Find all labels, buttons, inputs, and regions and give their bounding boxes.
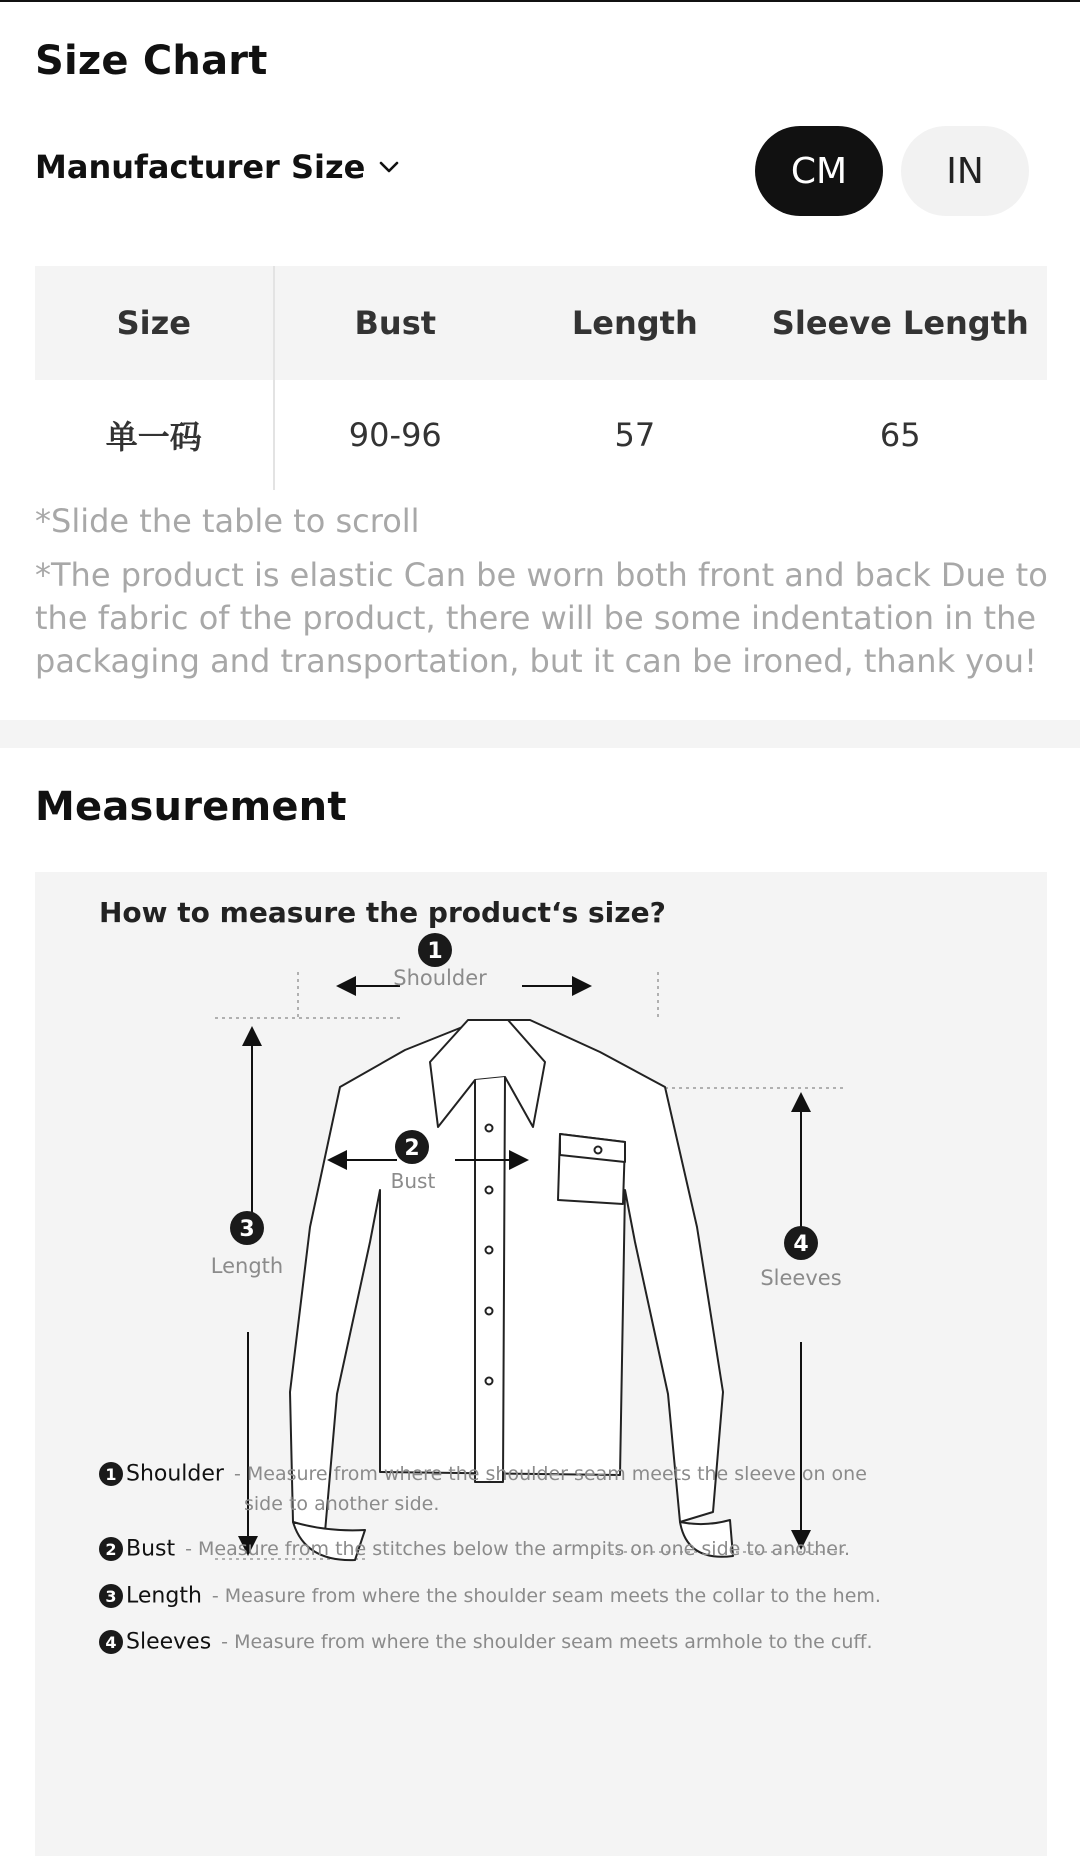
legend-desc-sleeves: - Measure from where the shoulder seam meets armhole to the cuff.	[221, 1631, 873, 1653]
unit-in-button[interactable]: IN	[901, 126, 1029, 216]
measurement-title: Measurement	[35, 784, 347, 830]
legend-num-4: 4	[99, 1630, 123, 1654]
chevron-down-icon	[377, 155, 401, 179]
size-chart-title: Size Chart	[35, 38, 268, 84]
sleeves-label: Sleeves	[760, 1266, 842, 1290]
table-header-row	[35, 266, 1047, 380]
table-row	[35, 380, 1047, 490]
cell-sleeve-length: 65	[879, 416, 921, 454]
guide-heading: How to measure the product‘s size?	[99, 896, 666, 929]
legend-desc-shoulder-cont: side to another side.	[244, 1492, 440, 1515]
legend-num-1: 1	[99, 1462, 123, 1486]
cell-length: 57	[614, 416, 656, 454]
cell-size: 单一码	[35, 380, 275, 490]
legend-desc-shoulder: - Measure from where the shoulder seam meets the sleeve on one	[233, 1463, 867, 1485]
legend-item-shoulder	[99, 1461, 999, 1515]
legend-name-bust: Bust	[126, 1536, 176, 1562]
measurement-guide	[35, 872, 1047, 1856]
legend-desc-bust: - Measure from the stitches below the armpits on one side to another.	[185, 1538, 851, 1560]
size-table[interactable]	[35, 266, 1047, 490]
header-sleeve-length: Sleeve Length	[771, 304, 1029, 342]
header-size: Size	[35, 266, 275, 380]
legend-desc-length: - Measure from where the shoulder seam meets the collar to the hem.	[211, 1585, 881, 1607]
manufacturer-size-dropdown[interactable]	[35, 148, 401, 186]
marker-2-text: 2	[404, 1136, 420, 1161]
header-bust: Bust	[354, 304, 437, 342]
legend-item-length	[99, 1583, 999, 1609]
manufacturer-size-label: Manufacturer Size	[35, 148, 366, 186]
header-length: Length	[571, 304, 698, 342]
bust-label: Bust	[390, 1169, 436, 1193]
top-border	[0, 0, 1080, 2]
scroll-note: *Slide the table to scroll	[35, 502, 420, 540]
marker-3-text: 3	[239, 1217, 255, 1242]
legend-item-bust	[99, 1536, 999, 1562]
length-label: Length	[210, 1254, 284, 1278]
legend-name-length: Length	[126, 1583, 202, 1609]
legend-name-shoulder: Shoulder	[126, 1461, 224, 1487]
product-note: *The product is elastic Can be worn both front and back Due to the fabric of the product, there will be some indentation in the packaging and transportation, but it can be ironed, thank you!	[35, 556, 1048, 680]
shoulder-label: Shoulder	[393, 966, 487, 990]
marker-1-text: 1	[427, 939, 443, 964]
unit-cm-button[interactable]: CM	[755, 126, 883, 216]
cell-bust: 90-96	[348, 416, 442, 454]
legend-name-sleeves: Sleeves	[126, 1629, 212, 1655]
section-divider	[0, 720, 1080, 748]
legend-item-sleeves	[99, 1629, 999, 1655]
shirt-diagram	[35, 872, 1047, 1856]
marker-4-text: 4	[793, 1232, 809, 1257]
legend-num-3: 3	[99, 1584, 123, 1608]
legend-num-2: 2	[99, 1537, 123, 1561]
